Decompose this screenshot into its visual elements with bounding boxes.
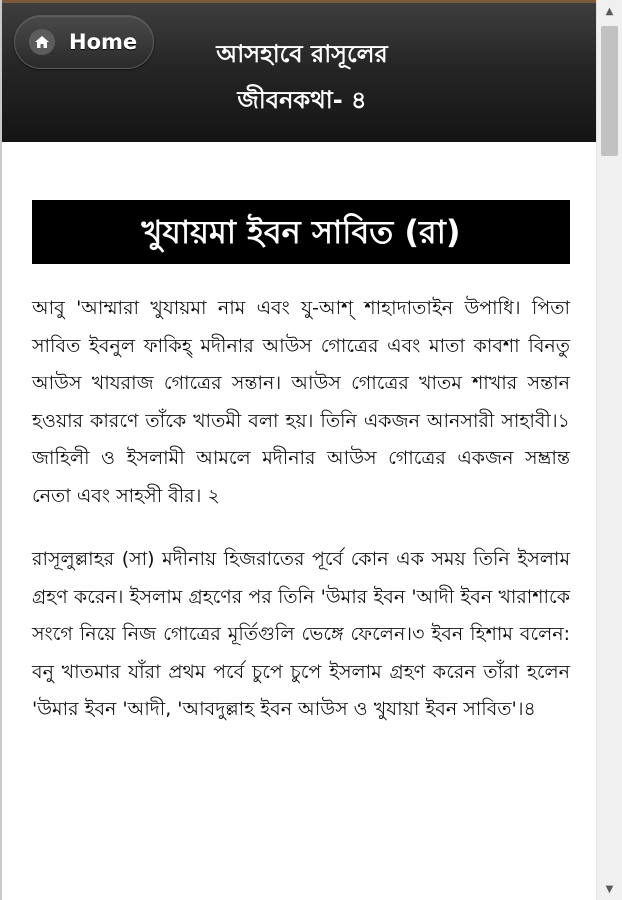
page-title-line-2: জীবনকথা- ৪ (237, 86, 367, 114)
scroll-down-arrow-icon[interactable]: ▼ (605, 883, 614, 895)
page-title (177, 31, 427, 123)
scroll-up-arrow-icon[interactable]: ▲ (605, 5, 614, 17)
header-bar (2, 0, 598, 142)
home-button-label: Home (69, 30, 138, 54)
article-paragraph: রাসূলুল্লাহর (সা) মদীনায় হিজরাতের পূর্বে কোন এক সময় তিনি ইসলাম গ্রহণ করেন। ইসলাম গ্রহণের পর তিনি 'উমার ইবন 'আদী ইবন খারাশাকে সংগে নিয়ে নিজ গোত্রের মূর্তিগুলি ভেঙ্গে ফেলেন।৩ ইবন হিশাম বলেন: বনু খাতমার যাঁরা প্রথম পর্বে চুপে চুপে ইসলাম গ্রহণ করেন তাঁরা হলেন 'উমার ইবন 'আদী, 'আবদুল্লাহ ইবন আউস ও খুযায়া ইবন সাবিত'।৪ (32, 548, 570, 720)
page-title-line-1: আসহাবে রাসূলের (216, 40, 388, 68)
vertical-scrollbar[interactable] (596, 0, 622, 900)
home-icon (29, 29, 55, 55)
article-title: খুযায়মা ইবন সাবিত (রা) (32, 200, 570, 264)
article-paragraph: আবু 'আম্মারা খুযায়মা নাম এবং যু-আশ্ শাহাদাতাইন উপাধি। পিতা সাবিত ইবনুল ফাকিহ্ মদীনার আউস গোত্রের এবং মাতা কাবশা বিনতু আউস খাযরাজ গোত্রের সন্তান। আউস গোত্রের খাতম শাখার সন্তান হওয়ার কারণে তাঁকে খাতমী বলা হয়। তিনি একজন আনসারী সাহাবী।১ জাহিলী ও ইসলামী আমলে মদীনার আউস গোত্রের একজন সম্ভ্রান্ত নেতা এবং সাহসী বীর। ২ (32, 297, 570, 507)
article-content (32, 200, 570, 729)
scroll-thumb[interactable] (601, 26, 618, 156)
home-button[interactable] (14, 15, 154, 69)
